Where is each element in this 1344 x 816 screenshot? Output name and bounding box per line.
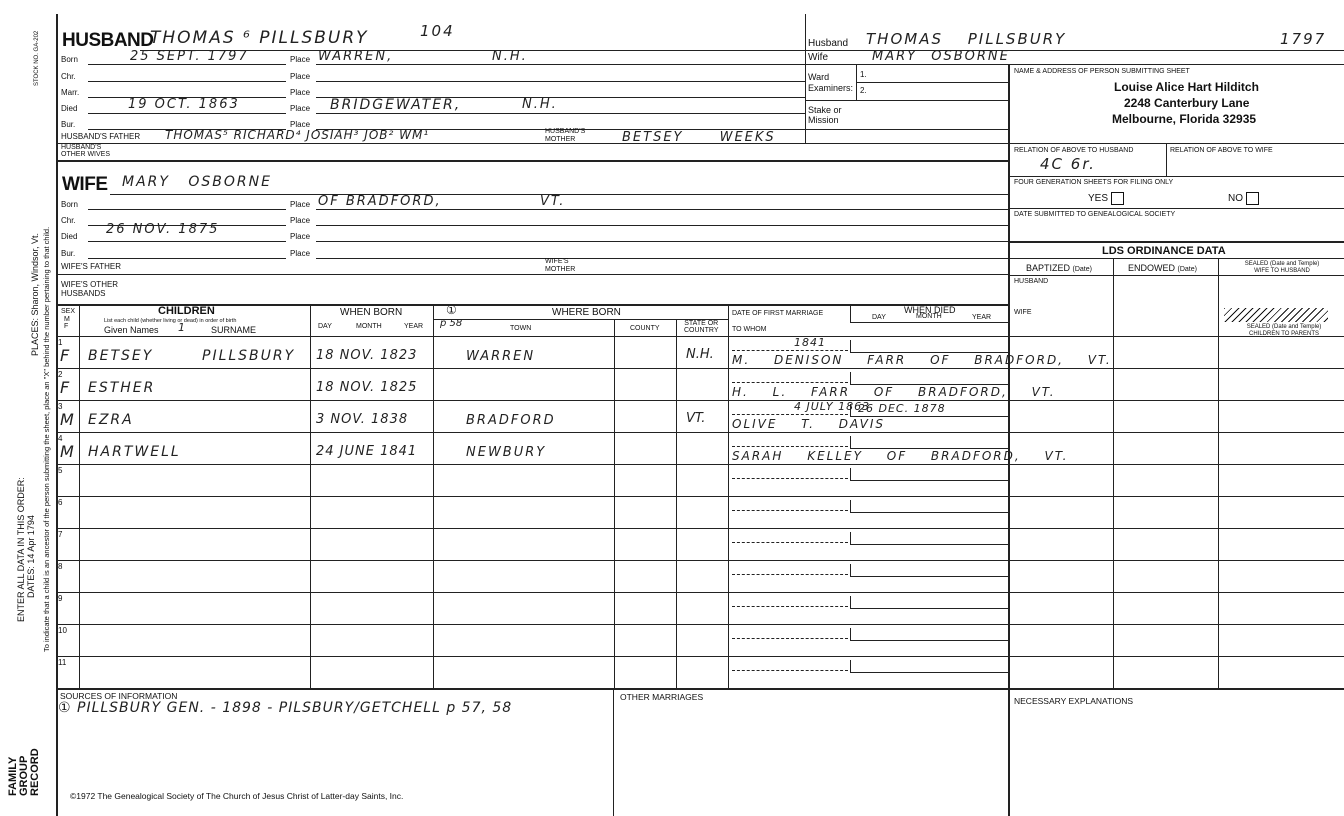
husband-father[interactable]: THOMAS⁵ RICHARD⁴ JOSIAH³ JOB² WM¹ bbox=[165, 128, 430, 142]
state-header: STATE OR COUNTRY bbox=[684, 320, 719, 334]
submitter-label: NAME & ADDRESS OF PERSON SUBMITTING SHEET bbox=[1014, 68, 1190, 75]
relation-husband[interactable]: 4C 6r. bbox=[1040, 155, 1096, 173]
wife-bur-place-label: Place bbox=[290, 249, 311, 258]
stake-label: Stake or Mission bbox=[808, 105, 842, 125]
child-born-date[interactable]: 18 NOV. 1823 bbox=[316, 348, 418, 363]
wife-chr-label: Chr. bbox=[61, 216, 76, 225]
child-number: 8 bbox=[58, 562, 63, 571]
lds-sealed-children-header: SEALED (Date and Temple) CHILDREN TO PARENTS bbox=[1246, 324, 1322, 337]
children-title: CHILDREN bbox=[158, 305, 215, 317]
child-number: 9 bbox=[58, 594, 63, 603]
dates-example: DATES: 14 Apr 1794 bbox=[26, 515, 36, 598]
index-husband-name[interactable]: THOMAS PILLSBURY bbox=[866, 30, 1067, 48]
husband-died-place[interactable]: BRIDGEWATER, bbox=[330, 97, 462, 113]
husband-born-place[interactable]: WARREN, bbox=[318, 49, 394, 64]
lds-endowed-header: ENDOWED (Date) bbox=[1128, 263, 1197, 273]
child-given-name[interactable]: HARTWELL bbox=[88, 444, 181, 460]
child-died-date[interactable]: 26 DEC. 1878 bbox=[858, 402, 946, 415]
index-wife-label: Wife bbox=[808, 52, 828, 63]
lds-wife-row: WIFE bbox=[1014, 309, 1032, 316]
husband-heading: HUSBAND bbox=[62, 30, 154, 51]
explanations-label: NECESSARY EXPLANATIONS bbox=[1014, 696, 1134, 706]
wife-mother-label: WIFE'S MOTHER bbox=[545, 258, 576, 273]
child-born-town[interactable]: NEWBURY bbox=[466, 445, 547, 460]
places-example: PLACES: Sharon, Windsor, Vt. bbox=[30, 232, 40, 356]
child-given-name[interactable]: BETSEY bbox=[88, 348, 154, 364]
child-sex[interactable]: M bbox=[60, 442, 76, 461]
sex-header: SEX M F bbox=[61, 308, 76, 330]
source-mark: ① bbox=[446, 303, 459, 317]
husband-born-date[interactable]: 25 SEPT. 1797 bbox=[130, 49, 249, 64]
husband-born-label: Born bbox=[61, 55, 78, 64]
husband-died-date[interactable]: 19 OCT. 1863 bbox=[128, 97, 240, 112]
lds-baptized-header: BAPTIZED (Date) bbox=[1026, 263, 1092, 273]
first-marriage-header: DATE OF FIRST MARRIAGE bbox=[732, 310, 824, 317]
husband-bur-label: Bur. bbox=[61, 120, 76, 129]
form-title-line-1: FAMILY bbox=[7, 756, 19, 796]
child-number: 11 bbox=[58, 658, 67, 667]
child-marriage-date[interactable]: 4 JULY 1863 bbox=[794, 400, 871, 413]
wife-bur-label: Bur. bbox=[61, 249, 76, 258]
child-number: 1 bbox=[58, 338, 63, 347]
lds-sealed-wife-header: SEALED (Date and Temple) WIFE TO HUSBAND bbox=[1244, 261, 1320, 274]
copyright: ©1972 The Genealogical Society of The Church of Jesus Christ of Latter-day Saints, Inc. bbox=[70, 791, 404, 801]
child-born-date[interactable]: 3 NOV. 1838 bbox=[316, 412, 409, 427]
child-number: 10 bbox=[58, 626, 67, 635]
header-divider bbox=[805, 14, 806, 144]
hatched-sealed-box bbox=[1224, 308, 1328, 322]
no-option[interactable]: NO bbox=[1228, 192, 1259, 205]
wife-chr-place-label: Place bbox=[290, 216, 311, 225]
child-spouse[interactable]: H. L. FARR OF BRADFORD, VT. bbox=[732, 385, 1056, 399]
wife-father-label: WIFE'S FATHER bbox=[61, 262, 122, 271]
examiner-2: 2. bbox=[860, 86, 867, 95]
child-born-date[interactable]: 24 JUNE 1841 bbox=[316, 444, 418, 459]
submitter-street[interactable]: 2248 Canterbury Lane bbox=[1124, 96, 1250, 110]
husband-chr-label: Chr. bbox=[61, 72, 76, 81]
husband-marr-place-label: Place bbox=[290, 88, 311, 97]
husband-mother[interactable]: BETSEY WEEKS bbox=[622, 130, 776, 145]
relation-husband-label: RELATION OF ABOVE TO HUSBAND bbox=[1014, 147, 1134, 154]
date-submitted-label: DATE SUBMITTED TO GENEALOGICAL SOCIETY bbox=[1014, 211, 1176, 218]
died-year-header: YEAR bbox=[972, 314, 992, 321]
child-born-town[interactable]: WARREN bbox=[466, 349, 536, 364]
wife-died-place-label: Place bbox=[290, 232, 311, 241]
county-header: COUNTY bbox=[630, 325, 660, 332]
sources-text[interactable]: ① PILLSBURY GEN. - 1898 - PILSBURY/GETCHELL p 57, 58 bbox=[58, 700, 513, 716]
died-day-header: DAY bbox=[872, 314, 886, 321]
husband-born-state[interactable]: N.H. bbox=[492, 49, 528, 64]
form-title bbox=[8, 748, 41, 796]
child-born-date[interactable]: 18 NOV. 1825 bbox=[316, 380, 418, 395]
examiners-label: Examiners: bbox=[808, 83, 854, 93]
husband-bur-place-label: Place bbox=[290, 120, 311, 129]
husband-name[interactable]: THOMAS ⁶ PILLSBURY bbox=[150, 28, 369, 48]
wife-born-state[interactable]: VT. bbox=[540, 194, 566, 209]
wife-born-label: Born bbox=[61, 200, 78, 209]
town-header: TOWN bbox=[510, 325, 532, 332]
child-sex[interactable]: M bbox=[60, 410, 76, 429]
examiner-1: 1. bbox=[860, 70, 867, 79]
child-number: 4 bbox=[58, 434, 63, 443]
child-sex[interactable]: F bbox=[60, 346, 72, 365]
submitter-name[interactable]: Louise Alice Hart Hilditch bbox=[1114, 80, 1259, 94]
surname-header: SURNAME bbox=[211, 325, 257, 335]
form-title-line-2: GROUP bbox=[18, 755, 30, 796]
wife-born-place[interactable]: OF BRADFORD, bbox=[318, 194, 442, 209]
husband-chr-place-label: Place bbox=[290, 72, 311, 81]
footer-divider bbox=[613, 688, 614, 816]
husband-father-label: HUSBAND'S FATHER bbox=[61, 132, 141, 141]
husband-died-place-label: Place bbox=[290, 104, 311, 113]
husband-mother-label: HUSBAND'S MOTHER bbox=[545, 128, 586, 143]
page-ref: p 58 bbox=[440, 318, 463, 329]
child-given-name[interactable]: EZRA bbox=[88, 412, 134, 428]
surname-mark: 1 bbox=[178, 321, 187, 334]
no-checkbox[interactable] bbox=[1246, 192, 1259, 205]
left-border bbox=[56, 14, 58, 816]
husband-died-state[interactable]: N.H. bbox=[522, 97, 558, 112]
husband-marr-label: Marr. bbox=[61, 88, 80, 97]
wife-born-place-label: Place bbox=[290, 200, 311, 209]
to-whom-header: TO WHOM bbox=[732, 326, 767, 333]
where-born-header: WHERE BORN bbox=[552, 307, 621, 318]
wife-name[interactable]: MARY OSBORNE bbox=[122, 174, 272, 190]
husband-other-wives-label: HUSBAND'S OTHER WIVES bbox=[61, 144, 111, 158]
four-gen-label: FOUR GENERATION SHEETS FOR FILING ONLY bbox=[1014, 179, 1174, 186]
wife-died-label: Died bbox=[61, 232, 78, 241]
index-husband-label: Husband bbox=[808, 38, 849, 49]
form-title-line-3: RECORD bbox=[29, 748, 41, 796]
born-month-header: MONTH bbox=[356, 323, 382, 330]
child-number: 7 bbox=[58, 530, 63, 539]
index-wife-name[interactable]: MARY OSBORNE bbox=[872, 49, 1010, 64]
born-year-header: YEAR bbox=[404, 323, 424, 330]
child-given-name[interactable]: ESTHER bbox=[88, 380, 156, 396]
when-born-header: WHEN BORN bbox=[340, 307, 403, 318]
child-spouse[interactable]: OLIVE T. DAVIS bbox=[732, 417, 886, 431]
submitter-city[interactable]: Melbourne, Florida 32935 bbox=[1112, 112, 1257, 126]
ancestor-instruction: To indicate that a child is an ancestor of the person submitting the sheet, place an "X" behind the number pertaining to that child. bbox=[42, 226, 51, 652]
child-born-state[interactable]: VT. bbox=[686, 411, 706, 426]
enter-data-instruction: ENTER ALL DATA IN THIS ORDER: bbox=[16, 477, 26, 622]
child-spouse[interactable]: M. DENISON FARR OF BRADFORD, VT. bbox=[732, 353, 1112, 367]
yes-option[interactable]: YES bbox=[1088, 192, 1124, 205]
child-number: 6 bbox=[58, 498, 63, 507]
died-month-header: MONTH bbox=[916, 313, 942, 320]
child-born-town[interactable]: BRADFORD bbox=[466, 413, 556, 428]
born-day-header: DAY bbox=[318, 323, 332, 330]
child-marriage-date[interactable]: 1841 bbox=[794, 336, 826, 349]
stock-number: STOCK NO. GA-202 bbox=[34, 30, 40, 86]
husband-ref-number: 104 bbox=[420, 22, 455, 40]
yes-checkbox[interactable] bbox=[1111, 192, 1124, 205]
child-spouse[interactable]: SARAH KELLEY OF BRADFORD, VT. bbox=[732, 449, 1069, 463]
child-number: 2 bbox=[58, 370, 63, 379]
index-year[interactable]: 1797 bbox=[1280, 30, 1327, 48]
lds-title: LDS ORDINANCE DATA bbox=[1102, 245, 1226, 257]
husband-died-label: Died bbox=[61, 104, 78, 113]
when-died-header: WHEN DIED bbox=[904, 305, 956, 315]
wife-heading: WIFE bbox=[62, 174, 108, 195]
child-born-state[interactable]: N.H. bbox=[686, 347, 714, 362]
sources-label: SOURCES OF INFORMATION bbox=[60, 691, 178, 701]
child-surname[interactable]: PILLSBURY bbox=[202, 348, 296, 364]
other-marriages-label: OTHER MARRIAGES bbox=[620, 692, 704, 702]
child-number: 3 bbox=[58, 402, 63, 411]
child-sex[interactable]: F bbox=[60, 378, 72, 397]
lds-husband-row: HUSBAND bbox=[1014, 278, 1049, 285]
children-subtitle: List each child (whether living or dead) in order of birth bbox=[104, 318, 237, 324]
relation-wife-label: RELATION OF ABOVE TO WIFE bbox=[1170, 147, 1273, 154]
wife-died-date[interactable]: 26 NOV. 1875 bbox=[106, 222, 220, 237]
husband-born-place-label: Place bbox=[290, 55, 311, 64]
child-number: 5 bbox=[58, 466, 63, 475]
ward-label: Ward bbox=[808, 72, 830, 82]
wife-other-husbands-label: WIFE'S OTHER HUSBANDS bbox=[61, 280, 119, 298]
given-names-header: Given Names bbox=[104, 325, 159, 335]
